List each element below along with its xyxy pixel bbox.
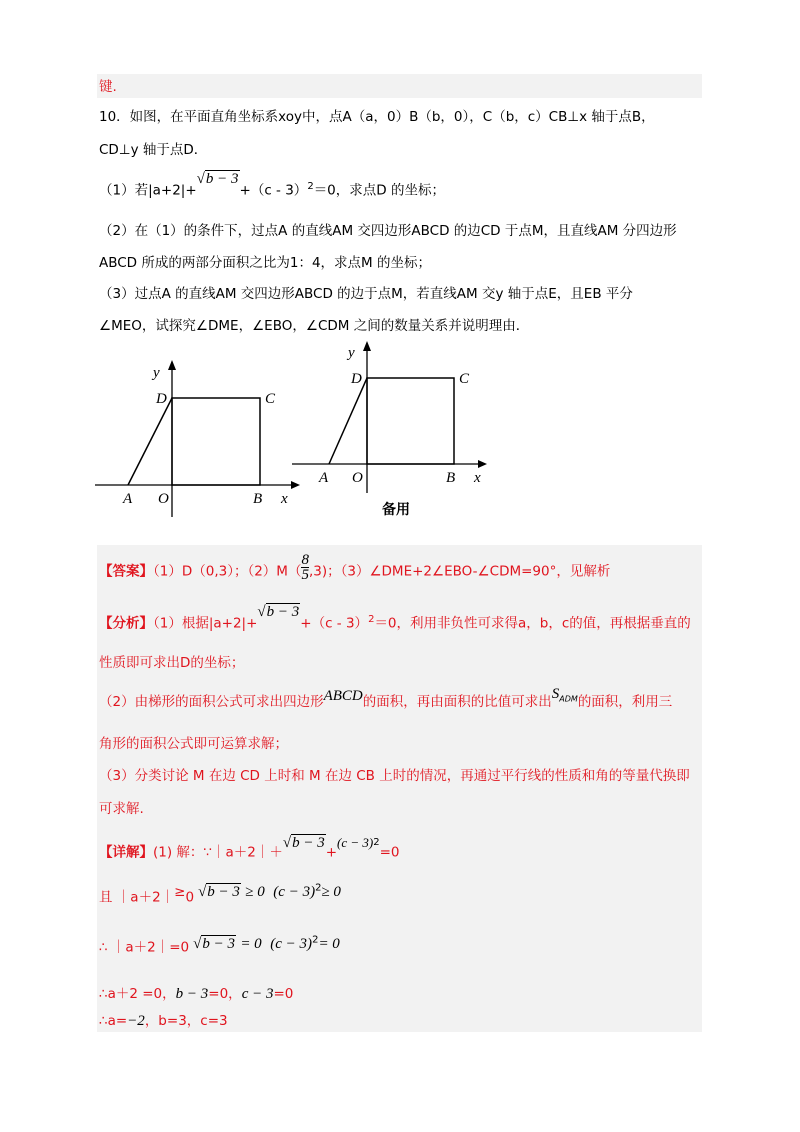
label-o: O [352,470,363,486]
label-o: O [158,491,169,507]
y-axis-arrow [363,341,371,351]
analysis-line-1 [99,603,691,633]
detail-l1-sup: 2 [373,837,380,848]
analysis-line-5: （3）分类讨论 M 在边 CD 上时和 M 在边 CB 上时的情况，再通过平行线的性质和角的等量代换即 [99,768,690,784]
s-letter: S [551,686,560,702]
detail-l5-a: ∴a= [99,1013,128,1029]
detail-l2-a: 且 ｜a＋2｜ [99,889,175,906]
analysis-l1-a: （1）根据|a+2|+ [153,615,258,632]
detail-l1-c: (c − 3) [337,834,374,850]
top-band-text: 键. [99,79,117,95]
detail-line-5 [99,1012,228,1030]
answer-tag: 【答案】 [99,563,153,580]
y-axis-arrow [168,360,176,370]
label-x: x [281,491,288,507]
figure-left [95,355,305,520]
label-a: A [123,491,133,507]
answer-text-b: ,3)；（3）∠DME+2∠EBO-∠CDM=90°，见解析 [308,563,611,580]
detail-l3-sup: 2 [312,934,319,945]
detail-l3-sqrt-body: b − 3 [202,935,236,952]
analysis-sqrt: √b − 3 [257,603,300,620]
analysis-line-6: 可求解. [99,801,144,817]
analysis-l1-b: +（c - 3） [300,615,369,632]
label-c: C [265,391,276,407]
analysis-line-4: 角形的面积公式即可运算求解； [99,736,288,752]
figure-right [290,338,500,523]
rectangle-ocbd [172,398,260,485]
label-b: B [253,491,263,507]
detail-l3-d: = 0 [318,935,340,952]
analysis-sqrt-body: b − 3 [266,603,300,620]
detail-l2-math: √b − 3 ≥ 0 $(c - 3)^2\ge 0$ [198,882,341,900]
detail-l4-c: =0， [208,986,242,1002]
label-d: D [156,391,167,407]
part1-text-b: +（c - 3） [239,182,308,199]
question-part-1 [99,170,445,200]
part1-sup: 2 [307,181,314,192]
figure-caption: 备用 [382,502,410,518]
part1-text-a: （1）若|a+2|+ [99,182,197,199]
label-x: x [474,470,481,486]
analysis-line-2: 性质即可求出D的坐标； [99,655,245,671]
analysis-l3-b: 的面积，再由面积的比值可求出 [362,694,552,710]
detail-tag: 【详解】 [99,844,153,861]
analysis-line-3 [99,686,673,717]
answer-fraction [301,553,309,582]
question-part-2-line-1: （2）在（1）的条件下，过点A 的直线AM 交四边形ABCD 的边CD 于点M，且直线AM 分四边形 [99,223,677,239]
question-part-2-line-2: ABCD 所成的两部分面积之比为1：4，求点M 的坐标； [99,255,431,271]
question-part-3-line-1: （3）过点A 的直线AM 交四边形ABCD 的边于点M，若直线AM 交y 轴于点E，且EB 平分 [99,286,633,302]
top-band [97,74,702,98]
part1-sqrt-body: b − 3 [205,170,239,187]
part1-text-c: ＝0，求点D 的坐标； [313,182,445,199]
detail-l4-e: =0 [273,986,294,1002]
analysis-l1-sup: 2 [368,614,375,625]
segment-ad [329,378,367,464]
label-y: y [153,365,160,381]
analysis-s-adm [552,686,578,702]
question-line-2: CD⊥y 轴于点D． [99,142,208,158]
detail-l1-sqrt: √b − 3 [282,834,325,851]
analysis-tag: 【分析】 [99,615,153,632]
segment-ad [128,398,172,485]
analysis-abcd: ABCD [323,688,363,704]
detail-line-4 [99,985,293,1003]
detail-l4-b: b − 3 [175,986,209,1002]
part1-sqrt: √b − 3 [196,170,239,187]
analysis-l3-c: 的面积，利用三 [577,694,673,710]
fraction-numerator: 8 [301,552,309,568]
analysis-l3-a: （2）由梯形的面积公式可求出四边形 [99,694,324,710]
detail-l2-sup: 2 [315,882,322,893]
label-y: y [348,345,355,361]
detail-line-2 [99,882,341,907]
detail-l1-a: (1) 解：∵｜a＋2｜＋ [153,844,283,861]
x-axis-arrow [478,460,487,468]
detail-l5-b: −2 [127,1013,145,1029]
question-line-1: 10．如图，在平面直角坐标系xoy中，点A（a，0）B（b，0），C（b，c）CB⊥x 轴于点B， [99,109,655,125]
analysis-l1-c: ＝0，利用非负性可求得a，b，c的值，再根据垂直的 [374,615,691,632]
detail-l1-b: + [325,844,338,861]
detail-l4-d: c − 3 [241,986,274,1002]
rectangle-ocbd [367,378,454,464]
question-part-3-line-2: ∠MEO，试探究∠DME，∠EBO，∠CDM 之间的数量关系并说明理由． [99,318,530,334]
detail-l2-c: ≥ 0 [245,883,265,900]
detail-line-1 [99,834,400,862]
label-a: A [319,470,329,486]
label-d: D [351,371,362,387]
detail-l3-b: = 0 [240,935,262,952]
answer-line [99,552,611,586]
detail-l2-sqrt-body: b − 3 [207,883,240,900]
detail-line-3 [99,935,340,957]
detail-l4-a: ∴a＋2 =0， [99,986,176,1002]
detail-l3-c: (c − 3) [270,935,313,952]
detail-l5-c: ，b=3，c=3 [144,1013,228,1029]
detail-l1-d: =0 [379,844,400,861]
label-b: B [446,470,456,486]
detail-l3-a: ∴ ｜a＋2｜=0 [99,939,190,956]
detail-l2-e: ≥ 0 [321,883,341,900]
detail-l1-sqrt-body: b − 3 [292,834,325,851]
detail-l2-d: (c − 3) [273,883,316,900]
s-subscript: ADM [559,694,578,704]
answer-text-a: （1）D（0,3）；（2）M（ [153,563,302,580]
detail-l2-ge: ≥ [174,883,186,900]
detail-l2-b: 0 [185,889,195,906]
detail-l3-math: √b − 3 = 0 $(c - 3)^2= 0$ [193,934,340,952]
fraction-denominator: 5 [301,567,309,583]
label-c: C [459,371,470,387]
